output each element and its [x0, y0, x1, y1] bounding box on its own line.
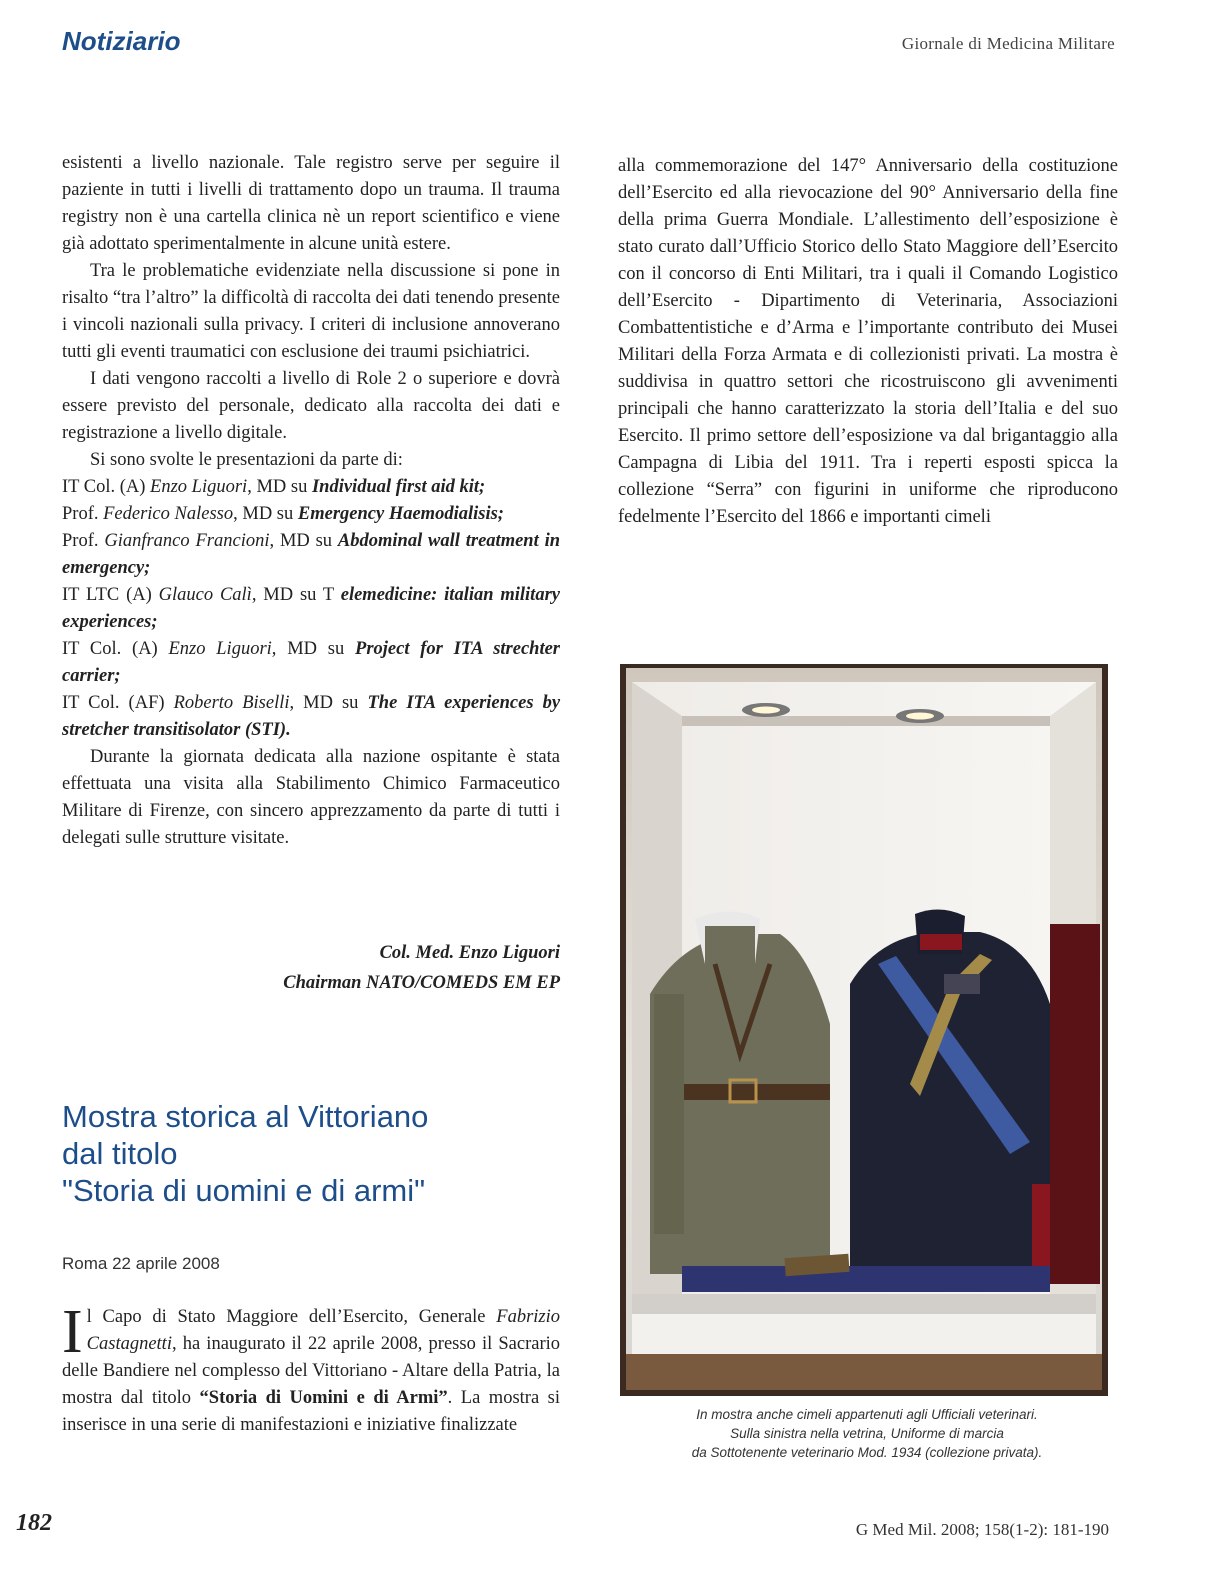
body-text: , ha inaugurato il 22 aprile 2008, presso il Sacrario delle Bandiere nel complesso del Vittoriano - Altare della Patria, la mostra dal titolo	[62, 1334, 560, 1408]
presenter-name: Roberto Biselli	[173, 693, 290, 713]
connector-text: , MD su	[289, 693, 359, 713]
left-column	[62, 150, 560, 852]
signature-role: Chairman NATO/COMEDS EM EP	[283, 973, 560, 993]
presentation-topic: Emergency Haemodialisis;	[297, 504, 504, 524]
person-name: Fabrizio Castagnetti	[86, 1307, 560, 1354]
citation: G Med Mil. 2008; 158(1-2): 181-190	[855, 1520, 1109, 1539]
body-text: l Capo di Stato Maggiore dell’Esercito, Generale	[86, 1307, 497, 1327]
caption-line: In mostra anche cimeli appartenuti agli Ufficiali veterinari.	[696, 1407, 1038, 1422]
presenter-name: Enzo Liguori	[168, 639, 272, 659]
presentation-topic: Individual first aid kit;	[311, 477, 486, 497]
right-column	[618, 153, 1118, 531]
presenter-name: Glauco Calì	[158, 585, 252, 605]
presenter-rank: IT Col. (A)	[62, 477, 146, 497]
body-text: . La mostra si inserisce in una serie di manifestazioni e iniziative finalizzate	[62, 1388, 561, 1435]
section-title-header: Notiziario	[62, 26, 181, 56]
presentation-item	[62, 636, 560, 690]
presenter-rank: Prof.	[62, 504, 99, 524]
caption-line: Sulla sinistra nella vetrina, Uniforme di marcia	[730, 1426, 1004, 1441]
connector-text: , MD su	[233, 504, 294, 524]
exhibition-photo	[620, 664, 1108, 1396]
presenter-name: Gianfranco Francioni	[104, 531, 270, 551]
presentation-topic: elemedicine: italian military experiences;	[62, 585, 560, 632]
paragraph: Durante la giornata dedicata alla nazione ospitante è stata effettuata una visita alla Stabilimento Chimico Farmaceutico Militare di Firenze, con sincero apprezzamento da parte di tutti i delegati sulle strutture visitate.	[62, 747, 560, 848]
caption-line: da Sottotenente veterinario Mod. 1934 (collezione privata).	[691, 1445, 1043, 1460]
signature-block	[62, 938, 560, 998]
connector-text: , MD su T	[251, 585, 334, 605]
signature-name: Col. Med. Enzo Liguori	[379, 943, 560, 963]
presenter-name: Federico Nalesso	[103, 504, 234, 524]
presentations-list	[62, 474, 560, 744]
presentation-topic: The ITA experiences by stretcher transitisolator (STI).	[62, 693, 561, 740]
presentation-topic: Project for ITA strechter carrier;	[62, 639, 560, 686]
title-line: dal titolo	[62, 1136, 178, 1171]
presentation-item	[62, 582, 560, 636]
page-number: 182	[16, 1510, 52, 1536]
presentation-item	[62, 474, 560, 501]
paragraph: esistenti a livello nazionale. Tale registro serve per seguire il paziente in tutti i livelli di trattamento dopo un trauma. Il trauma registry non è una cartella clinica nè un report scientifico e viene già adottato sperimentalmente in alcune unità estere.	[62, 153, 560, 254]
presenter-name: Enzo Liguori	[150, 477, 248, 497]
presentation-item	[62, 528, 560, 582]
presentation-item	[62, 690, 560, 744]
article-title	[62, 1098, 582, 1209]
presenter-rank: IT Col. (AF)	[62, 693, 165, 713]
connector-text: , MD su	[269, 531, 333, 551]
presentation-topic: Abdominal wall treatment in emergency;	[62, 531, 560, 578]
paragraph: Si sono svolte le presentazioni da parte di:	[90, 450, 403, 470]
exhibition-title: “Storia di Uomini e di Armi”	[199, 1388, 448, 1408]
title-line: "Storia di uomini e di armi"	[62, 1173, 426, 1208]
paragraph: Tra le problematiche evidenziate nella discussione si pone in risalto “tra l’altro” la difficoltà di raccolta dei dati tenendo presente i vincoli nazionali sulla privacy. I criteri di inclusione annoverano tutti gli eventi traumatici con esclusione dei traumi psichiatrici.	[62, 261, 560, 362]
title-line: Mostra storica al Vittoriano	[62, 1099, 429, 1134]
presenter-rank: Prof.	[62, 531, 99, 551]
photo-caption	[618, 1405, 1116, 1462]
paragraph: I dati vengono raccolti a livello di Role 2 o superiore e dovrà essere previsto del personale, dedicato alla raccolta dei dati e registrazione a livello digitale.	[62, 369, 560, 443]
article-dateline: Roma 22 aprile 2008	[62, 1254, 220, 1273]
presentation-item	[62, 501, 560, 528]
paragraph: alla commemorazione del 147° Anniversario della costituzione dell’Esercito ed alla rievocazione del 90° Anniversario della fine della prima Guerra Mondiale. L’allestimento dell’esposizione è stato curato dall’Ufficio Storico dello Stato Maggiore dell’Esercito con il concorso di Enti Militari, tra i quali il Comando Logistico dell’Esercito - Dipartimento di Veterinaria, Associazioni Combattentistiche e d’Arma e l’importante contributo dei Musei Militari della Forza Armata e di collezionisti privati. La mostra è suddivisa in quattro settori che ricostruiscono gli avvenimenti principali che hanno caratterizzato la storia dell’Italia e del suo Esercito. Il primo settore dell’esposizione va dal brigantaggio alla Campagna di Libia del 1911. Tra i reperti esposti spicca la collezione “Serra” con figurini in uniforme che riproducono fedelmente l’Esercito del 1866 e importanti cimeli	[618, 156, 1118, 527]
presenter-rank: IT LTC (A)	[62, 585, 152, 605]
presenter-rank: IT Col. (A)	[62, 639, 158, 659]
journal-name: Giornale di Medicina Militare	[901, 34, 1115, 53]
connector-text: , MD su	[247, 477, 308, 497]
connector-text: , MD su	[271, 639, 345, 659]
article-body	[62, 1298, 561, 1439]
drop-cap: I	[62, 1298, 83, 1366]
